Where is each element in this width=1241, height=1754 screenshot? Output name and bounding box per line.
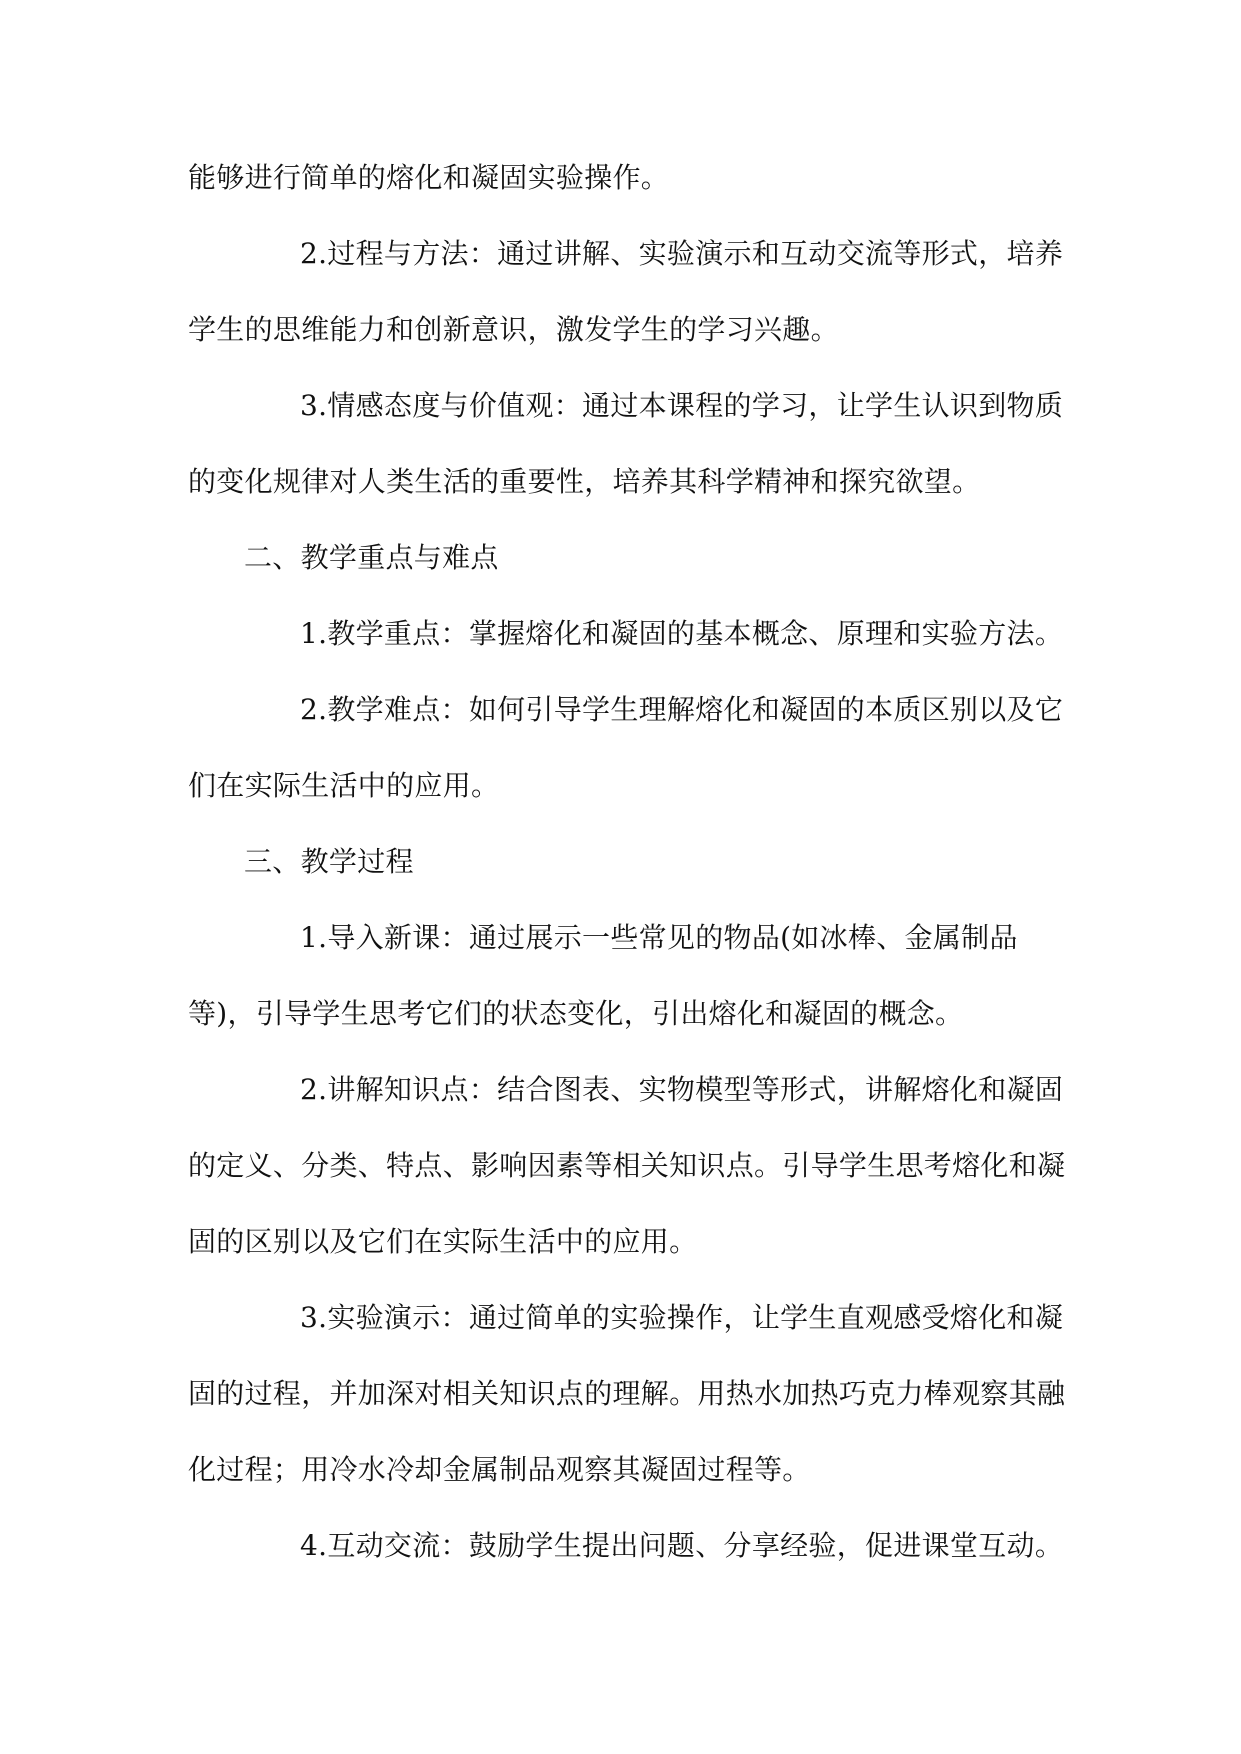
- paragraph-number: 1.: [300, 921, 328, 954]
- paragraph-1: [188, 140, 1068, 216]
- paragraph-6: [188, 672, 1068, 824]
- paragraph-text: 过程与方法：通过讲解、实验演示和互动交流等形式，培养学生的思维能力和创新意识，激发学生的学习兴趣。: [188, 237, 1064, 346]
- paragraph-3: [188, 368, 1068, 520]
- paragraph-9: [188, 1052, 1068, 1280]
- paragraph-text: 导入新课：通过展示一些常见的物品(如冰棒、金属制品等)，引导学生思考它们的状态变化，引出熔化和凝固的概念。: [188, 921, 1018, 1030]
- paragraph-11: [188, 1508, 1068, 1584]
- section-heading-2: [188, 520, 1068, 596]
- paragraph-10: [188, 1280, 1068, 1508]
- paragraph-number: 2.: [300, 693, 328, 726]
- paragraph-text: 教学重点：掌握熔化和凝固的基本概念、原理和实验方法。: [327, 617, 1064, 650]
- paragraph-5: [188, 596, 1068, 672]
- paragraph-number: 1.: [300, 617, 328, 650]
- paragraph-text: 教学难点：如何引导学生理解熔化和凝固的本质区别以及它们在实际生活中的应用。: [188, 693, 1064, 802]
- heading-text: 三、教学过程: [244, 845, 414, 878]
- paragraph-text: 能够进行简单的熔化和凝固实验操作。: [188, 161, 670, 194]
- paragraph-text: 互动交流：鼓励学生提出问题、分享经验，促进课堂互动。: [327, 1529, 1064, 1562]
- section-heading-3: [188, 824, 1068, 900]
- paragraph-text: 实验演示：通过简单的实验操作，让学生直观感受熔化和凝固的过程，并加深对相关知识点的理解。用热水加热巧克力棒观察其融化过程；用冷水冷却金属制品观察其凝固过程等。: [188, 1301, 1066, 1486]
- paragraph-2: [188, 216, 1068, 368]
- paragraph-number: 2.: [300, 1073, 328, 1106]
- paragraph-8: [188, 900, 1068, 1052]
- paragraph-number: 4.: [300, 1529, 328, 1562]
- paragraph-number: 3.: [300, 389, 328, 422]
- paragraph-number: 2.: [300, 237, 328, 270]
- paragraph-text: 情感态度与价值观：通过本课程的学习，让学生认识到物质的变化规律对人类生活的重要性，培养其科学精神和探究欲望。: [188, 389, 1064, 498]
- paragraph-text: 讲解知识点：结合图表、实物模型等形式，讲解熔化和凝固的定义、分类、特点、影响因素等相关知识点。引导学生思考熔化和凝固的区别以及它们在实际生活中的应用。: [188, 1073, 1066, 1258]
- document-body: [188, 140, 1068, 1584]
- heading-text: 二、教学重点与难点: [244, 541, 499, 574]
- paragraph-number: 3.: [300, 1301, 328, 1334]
